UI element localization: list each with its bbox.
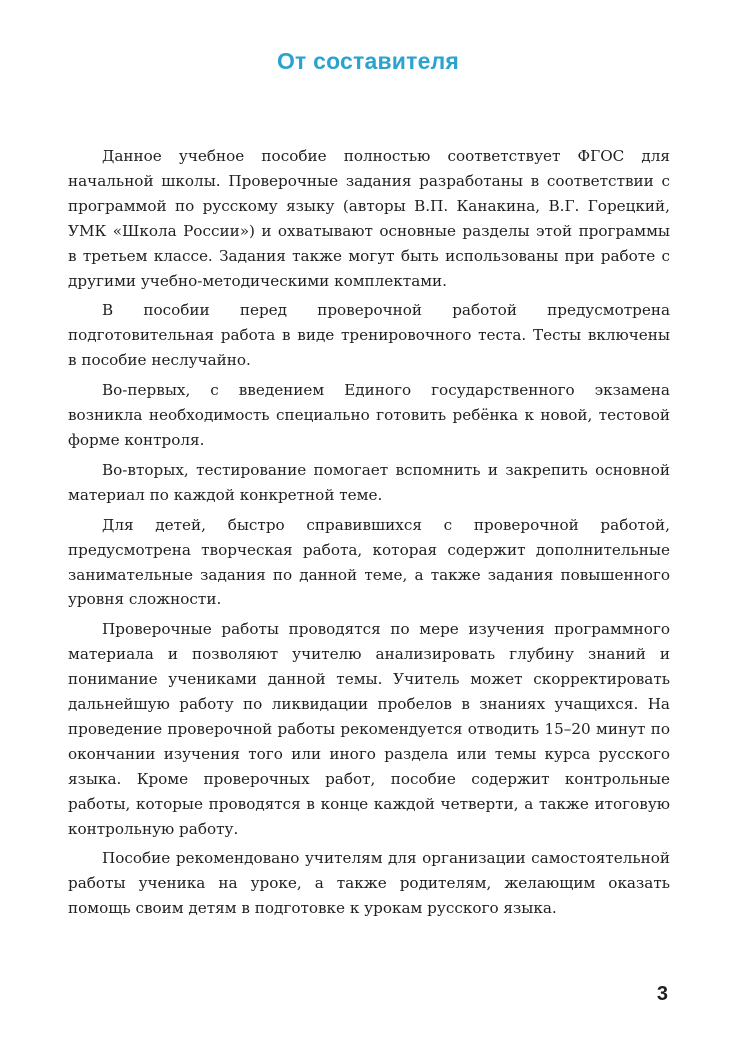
page-number: 3 [656, 983, 668, 1005]
body-text [68, 144, 670, 926]
paragraph-6: Проверочные работы проводятся по мере изучения программного материала и позволяют учителю анализировать глубину знаний и понимание учениками данной темы. Учитель может скорректировать дальнейшую работу по ликвидации пробелов в знаниях учащихся. На проведение проверочной работы рекомендуется отводить 15–20 минут по окончании изучения того или иного раздела или темы курса русского языка. Кроме проверочных работ, пособие содержит контрольные работы, которые проводятся в конце каждой четверти, а также итоговую контрольную работу. [68, 620, 670, 838]
paragraph-1: Данное учебное пособие полностью соответствует ФГОС для начальной школы. Проверочные задания разработаны в соответствии с программой по русскому языку (авторы В.П. Канакина, В.Г. Горецкий, УМК «Школа России») и охватывают основные разделы этой программы в третьем классе. Задания также могут быть использованы при работе с другими учебно-методическими комплектами. [68, 147, 670, 290]
paragraph-4: Во-вторых, тестирование помогает вспомнить и закрепить основной материал по каждой конкретной теме. [68, 460, 670, 504]
paragraph-2: В пособии перед проверочной работой предусмотрена подготовительная работа в виде тренировочного теста. Тесты включены в пособие неслучайно. [68, 301, 670, 370]
paragraph-5: Для детей, быстро справившихся с проверочной работой, предусмотрена творческая работа, которая содержит дополнительные занимательные задания по данной теме, а также задания повышенного уровня сложности. [68, 515, 670, 609]
paragraph-7: Пособие рекомендовано учителям для организации самостоятельной работы ученика на уроке, а также родителям, желающим оказать помощь своим детям в подготовке к урокам русского языка. [68, 849, 670, 918]
paragraph-3: Во-первых, с введением Единого государственного экзамена возникла необходимость специально готовить ребёнка к новой, тестовой форме контроля. [68, 381, 670, 449]
page-title: От составителя [276, 48, 460, 74]
